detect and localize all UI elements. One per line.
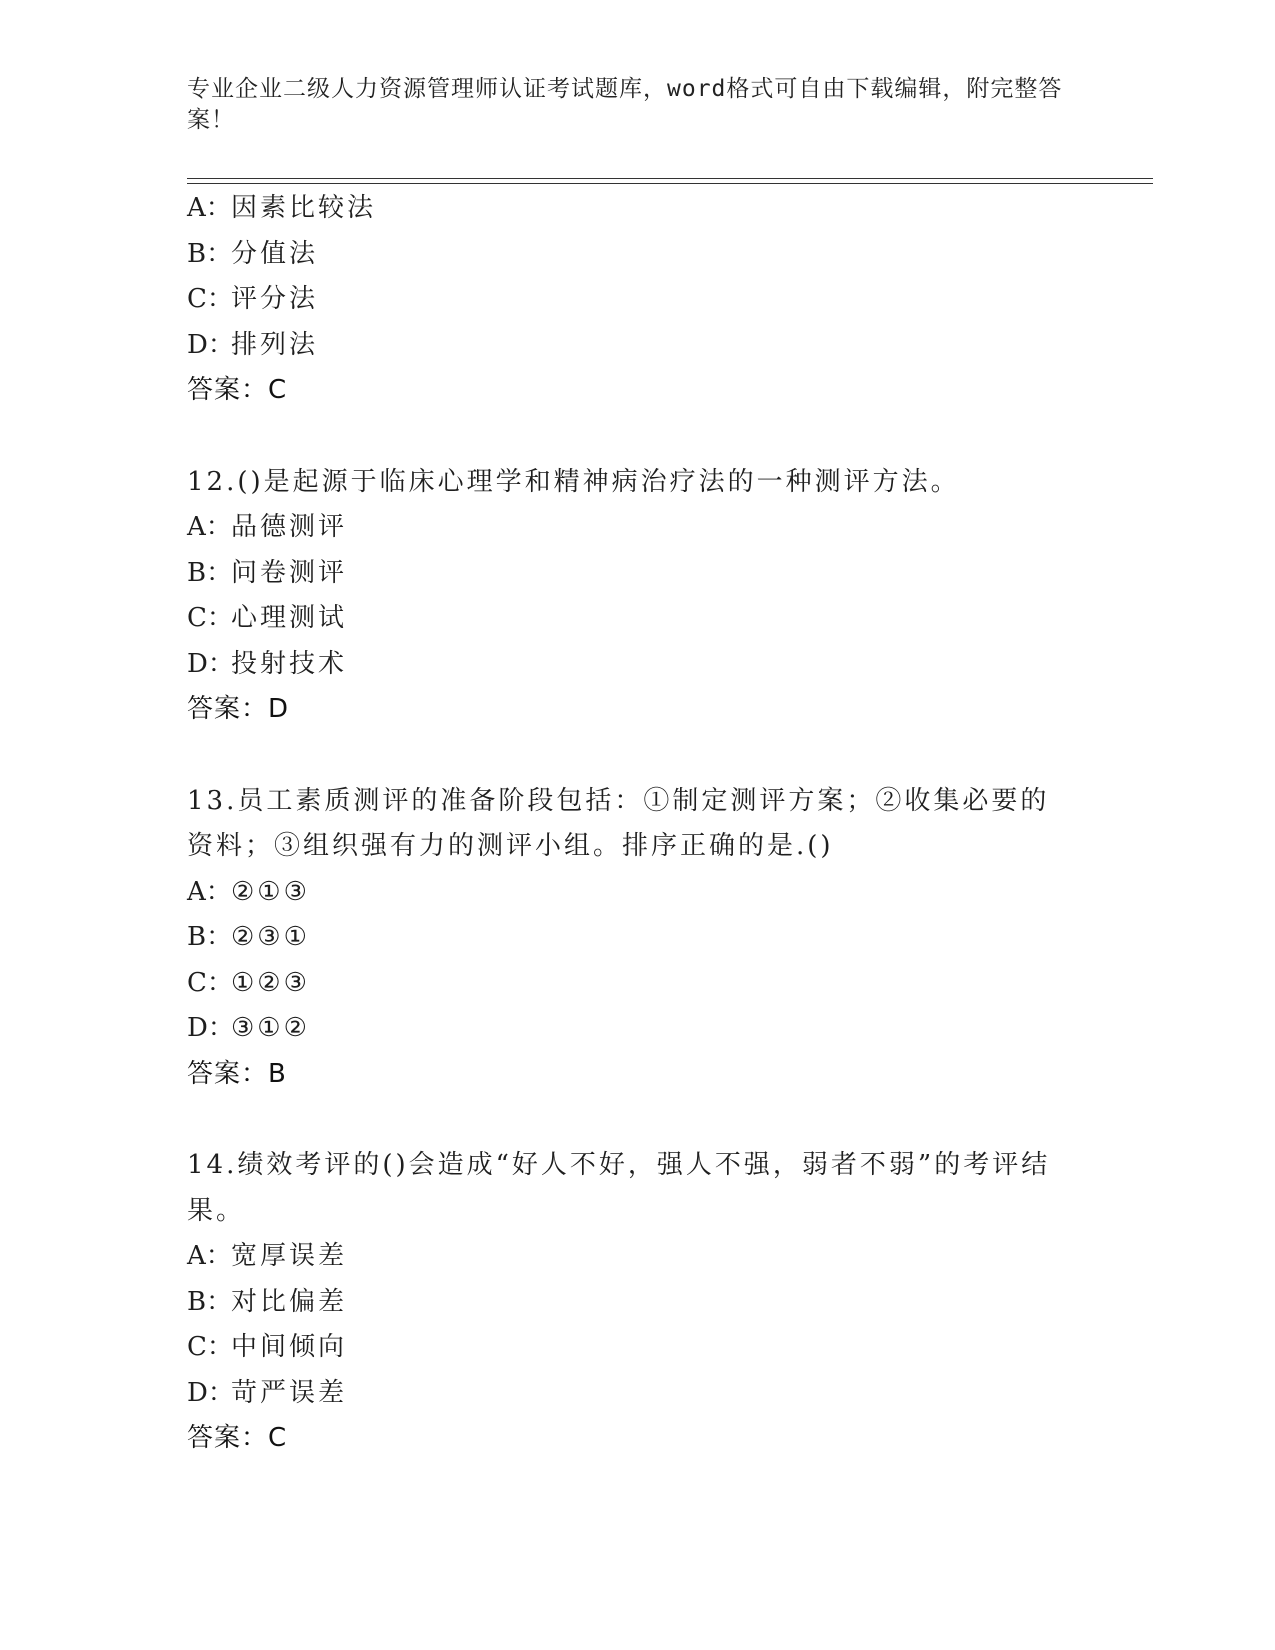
- answer-line: 答案：D: [187, 694, 290, 724]
- question-block: [187, 1143, 1087, 1462]
- question-block: [187, 460, 1087, 733]
- option-d: [187, 323, 1087, 369]
- option-text: 品德测评: [231, 512, 348, 542]
- option-a: [187, 870, 1087, 916]
- option-key: A：: [187, 193, 232, 223]
- option-key: C：: [187, 284, 233, 314]
- option-text: ②③①: [231, 922, 310, 952]
- answer-line: 答案：C: [187, 375, 288, 405]
- option-key: B：: [187, 1286, 233, 1317]
- option-key: D：: [187, 648, 234, 679]
- question-block: [187, 186, 1087, 414]
- option-text: 中间倾向: [231, 1332, 348, 1362]
- question-text: 14.绩效考评的()会造成“好人不好，强人不强，弱者不弱”的考评结果。: [187, 1150, 1051, 1226]
- option-text: 评分法: [231, 284, 319, 314]
- question-text: 13.员工素质测评的准备阶段包括：①制定测评方案；②收集必要的资料；③组织强有力的测评小组。排序正确的是.(): [187, 785, 1050, 861]
- option-key: A：: [187, 876, 232, 907]
- option-text: 宽厚误差: [231, 1241, 348, 1271]
- option-key: C：: [187, 967, 233, 998]
- answer-line: 答案：B: [187, 1058, 287, 1089]
- block-spacer: [187, 733, 1087, 779]
- option-b: [187, 232, 1087, 278]
- option-key: D：: [187, 1377, 234, 1408]
- option-c: [187, 596, 1087, 642]
- option-c: [187, 1325, 1087, 1371]
- option-text: ②①③: [231, 876, 310, 907]
- option-key: B：: [187, 922, 233, 952]
- option-key: A：: [187, 512, 232, 542]
- option-text: 心理测试: [231, 603, 348, 633]
- block-spacer: [187, 414, 1087, 460]
- option-key: C：: [187, 1332, 233, 1362]
- option-b: [187, 551, 1087, 597]
- option-b: [187, 1280, 1087, 1326]
- option-d: [187, 1006, 1087, 1052]
- option-a: [187, 1234, 1087, 1280]
- option-key: D：: [187, 1013, 234, 1043]
- option-text: ①②③: [231, 967, 310, 998]
- option-d: [187, 642, 1087, 688]
- option-text: 苛严误差: [231, 1377, 348, 1408]
- header-divider-bottom: [187, 183, 1153, 184]
- block-spacer: [187, 1097, 1087, 1143]
- option-text: 问卷测评: [231, 557, 348, 588]
- option-text: 排列法: [231, 329, 319, 360]
- option-c: [187, 961, 1087, 1007]
- option-b: [187, 915, 1087, 961]
- header-divider-top: [187, 178, 1153, 179]
- option-c: [187, 277, 1087, 323]
- option-text: ③①②: [231, 1013, 310, 1043]
- question-block: [187, 779, 1087, 1098]
- option-a: [187, 505, 1087, 551]
- option-a: [187, 186, 1087, 232]
- question-list: [187, 186, 1087, 1462]
- option-key: D：: [187, 329, 234, 360]
- answer-line: 答案：C: [187, 1423, 288, 1453]
- option-text: 分值法: [231, 238, 319, 269]
- document-header: 专业企业二级人力资源管理师认证考试题库，word格式可自由下载编辑，附完整答案！: [187, 76, 1063, 133]
- question-text: 12.()是起源于临床心理学和精神病治疗法的一种测评方法。: [187, 466, 960, 497]
- option-text: 对比偏差: [231, 1286, 348, 1317]
- option-d: [187, 1371, 1087, 1417]
- option-key: A：: [187, 1241, 232, 1271]
- option-key: B：: [187, 557, 233, 588]
- option-text: 投射技术: [231, 648, 348, 679]
- option-text: 因素比较法: [231, 193, 377, 223]
- option-key: B：: [187, 238, 233, 269]
- option-key: C：: [187, 603, 233, 633]
